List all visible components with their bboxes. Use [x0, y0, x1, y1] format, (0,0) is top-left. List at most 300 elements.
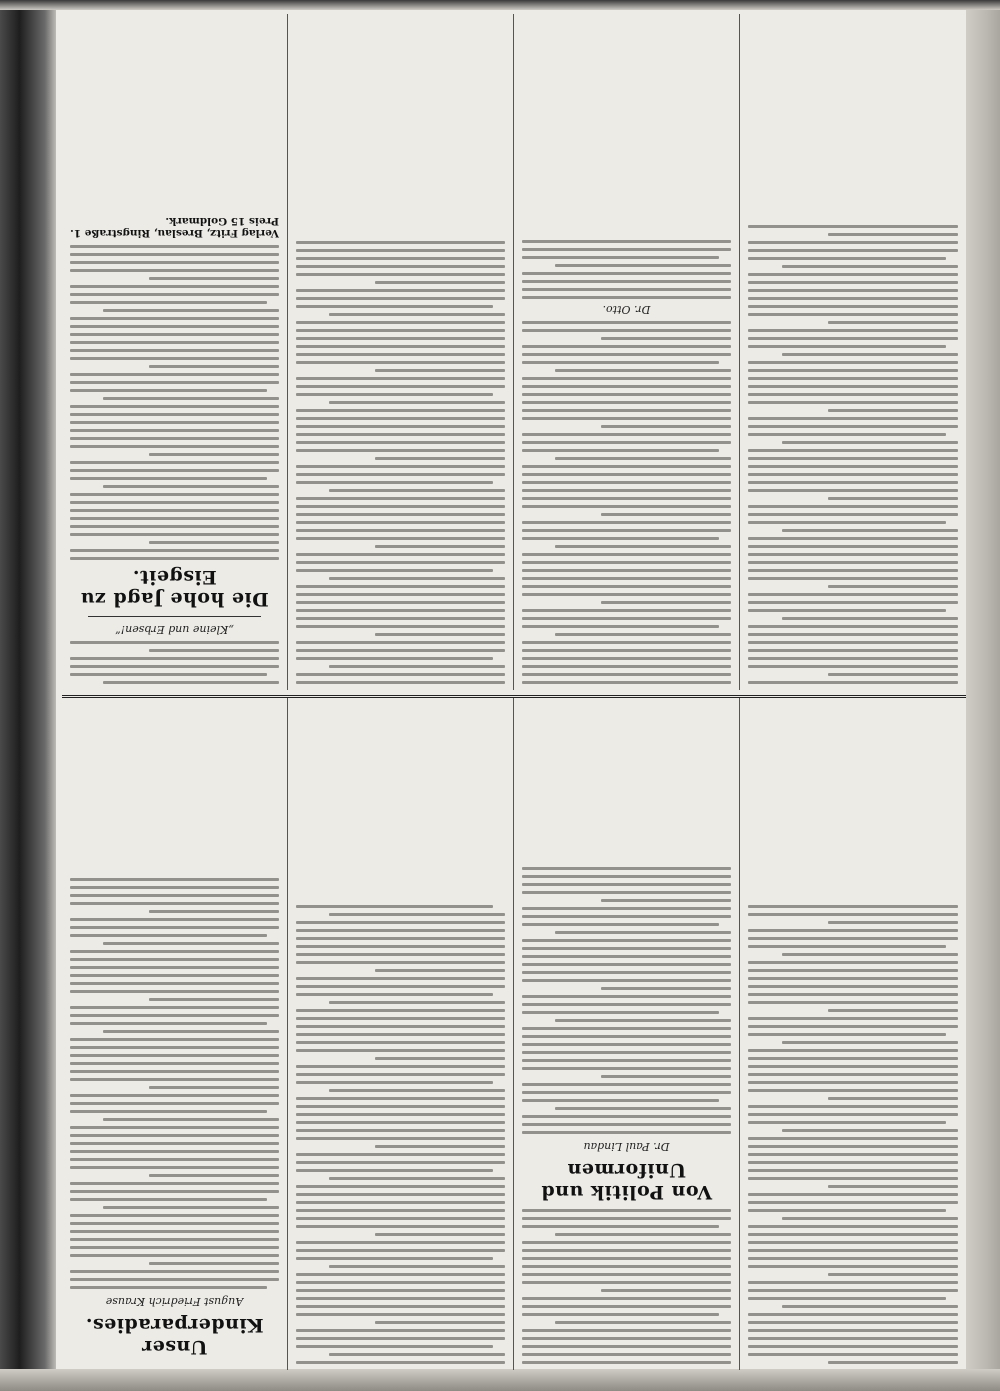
- text-line: [296, 241, 505, 244]
- text-line: [296, 1049, 505, 1052]
- text-line: [522, 1027, 731, 1030]
- text-line: [782, 1217, 958, 1220]
- text-line: [828, 1361, 958, 1364]
- text-line: [70, 461, 279, 464]
- text-line: [70, 1054, 279, 1057]
- text-line: [522, 883, 731, 886]
- text-line: [748, 369, 958, 372]
- text-line: [296, 497, 505, 500]
- text-line: [748, 1337, 958, 1340]
- text-line: [70, 333, 279, 336]
- text-line: [522, 625, 719, 628]
- text-line: [748, 1049, 958, 1052]
- text-line: [748, 1017, 958, 1020]
- text-line: [748, 985, 958, 988]
- text-line: [329, 1265, 505, 1268]
- text-line: [296, 1017, 505, 1020]
- text-line: [296, 425, 505, 428]
- text-line: [522, 1273, 731, 1276]
- text-line: [828, 233, 958, 236]
- text-line: [70, 549, 279, 552]
- text-line: [70, 1214, 279, 1217]
- text-line: [748, 1113, 958, 1116]
- column-7: [288, 14, 514, 690]
- text-line: [748, 401, 958, 404]
- text-line: [748, 337, 958, 340]
- text-line: [70, 1286, 267, 1289]
- text-line: [296, 929, 505, 932]
- text-line: [748, 505, 958, 508]
- text-line: [748, 1137, 958, 1140]
- text-line: [329, 1001, 505, 1004]
- text-line: [296, 345, 505, 348]
- text-line: [748, 1329, 958, 1332]
- text-line: [601, 513, 731, 516]
- text-line: [70, 958, 279, 961]
- text-line: [522, 529, 731, 532]
- text-line: [522, 1115, 731, 1118]
- text-line: [70, 1046, 279, 1049]
- text-line: [522, 979, 731, 982]
- text-line: [296, 513, 505, 516]
- text-line: [296, 409, 505, 412]
- text-line: [748, 1225, 958, 1228]
- text-line: [296, 529, 505, 532]
- text-line: [70, 349, 279, 352]
- article-heading: Unser Kinderparadies.: [85, 1314, 264, 1358]
- text-line: [748, 905, 958, 908]
- text-line: [70, 405, 279, 408]
- text-line: [375, 633, 505, 636]
- text-line: [522, 923, 719, 926]
- upper-half: [62, 695, 966, 1370]
- text-line: [748, 641, 958, 644]
- text-line: [828, 409, 958, 412]
- text-line: [70, 1278, 279, 1281]
- text-line: [329, 913, 505, 916]
- text-line: [748, 577, 958, 580]
- text-line: [828, 1009, 958, 1012]
- text-line: [296, 1129, 505, 1132]
- text-line: [70, 1158, 279, 1161]
- text-line: [748, 969, 958, 972]
- text-line: [748, 289, 958, 292]
- text-line: [601, 1289, 731, 1292]
- text-line: [555, 633, 731, 636]
- text-line: [70, 341, 279, 344]
- text-line: [522, 1257, 731, 1260]
- text-line: [70, 886, 279, 889]
- text-line: [601, 987, 731, 990]
- text-line: [296, 1281, 505, 1284]
- text-line: [296, 1193, 505, 1196]
- text-line: [296, 609, 505, 612]
- text-line: [601, 337, 731, 340]
- text-line: [296, 1033, 505, 1036]
- text-line: [149, 910, 279, 913]
- text-line: [296, 1201, 505, 1204]
- text-line: [522, 1225, 719, 1228]
- text-line: [748, 633, 958, 636]
- text-line: [601, 1075, 731, 1078]
- text-line: [70, 1270, 279, 1273]
- text-line: [748, 1241, 958, 1244]
- column-1: [740, 698, 966, 1370]
- text-line: [748, 1177, 958, 1180]
- page-edge-top: [0, 0, 1000, 10]
- page-edge-bottom: [0, 1369, 1000, 1391]
- column-5: [740, 14, 966, 690]
- text-line: [70, 261, 279, 264]
- text-line: [296, 993, 493, 996]
- text-line: [103, 1030, 279, 1033]
- column-4: [62, 698, 288, 1370]
- text-line: [748, 1321, 958, 1324]
- text-line: [70, 1102, 279, 1105]
- text-line: [70, 966, 279, 969]
- text-line: [149, 453, 279, 456]
- text-line: [522, 963, 731, 966]
- body-text: [70, 245, 279, 560]
- text-line: [748, 473, 958, 476]
- text-line: [70, 285, 279, 288]
- text-line: [70, 1182, 279, 1185]
- text-line: [522, 1297, 731, 1300]
- text-line: [70, 517, 279, 520]
- text-line: [522, 449, 719, 452]
- text-line: [70, 982, 279, 985]
- text-line: [748, 681, 958, 684]
- text-line: [522, 345, 731, 348]
- text-line: [522, 1353, 731, 1356]
- text-line: [748, 929, 958, 932]
- text-line: [522, 585, 731, 588]
- text-line: [329, 1089, 505, 1092]
- text-line: [296, 1137, 505, 1140]
- text-line: [522, 891, 731, 894]
- text-line: [748, 1001, 958, 1004]
- text-line: [748, 425, 958, 428]
- text-line: [748, 281, 958, 284]
- text-line: [522, 280, 731, 283]
- text-line: [70, 437, 279, 440]
- text-line: [296, 905, 493, 908]
- text-line: [782, 1041, 958, 1044]
- text-line: [522, 1059, 731, 1062]
- text-line: [522, 939, 731, 942]
- text-line: [70, 501, 279, 504]
- text-line: [555, 369, 731, 372]
- text-line: [296, 1009, 505, 1012]
- text-line: [149, 365, 279, 368]
- text-line: [70, 902, 279, 905]
- text-line: [296, 1337, 505, 1340]
- text-line: [522, 489, 731, 492]
- text-line: [296, 673, 505, 676]
- text-line: [522, 907, 731, 910]
- text-line: [748, 1073, 958, 1076]
- text-line: [70, 641, 279, 644]
- text-line: [329, 577, 505, 580]
- text-line: [555, 931, 731, 934]
- text-line: [296, 273, 505, 276]
- text-line: [782, 617, 958, 620]
- text-line: [522, 995, 731, 998]
- text-line: [748, 1353, 958, 1356]
- text-line: [70, 477, 267, 480]
- text-line: [748, 465, 958, 468]
- text-line: [296, 473, 505, 476]
- text-line: [296, 593, 505, 596]
- divider: [88, 616, 261, 617]
- text-line: [828, 497, 958, 500]
- text-line: [522, 1249, 731, 1252]
- text-line: [522, 401, 731, 404]
- text-line: [296, 1153, 505, 1156]
- text-line: [522, 1003, 731, 1006]
- text-line: [522, 272, 731, 275]
- text-line: [375, 1233, 505, 1236]
- text-line: [522, 641, 731, 644]
- text-line: [103, 485, 279, 488]
- text-line: [296, 417, 505, 420]
- text-line: [522, 971, 731, 974]
- text-line: [748, 1345, 958, 1348]
- text-line: [296, 505, 505, 508]
- text-line: [70, 1110, 267, 1113]
- text-line: [748, 1033, 946, 1036]
- text-line: [748, 657, 958, 660]
- text-line: [522, 521, 731, 524]
- text-line: [70, 974, 279, 977]
- text-line: [375, 281, 505, 284]
- text-line: [103, 1118, 279, 1121]
- text-line: [522, 473, 731, 476]
- text-line: [296, 361, 505, 364]
- text-line: [149, 1086, 279, 1089]
- text-line: [748, 961, 958, 964]
- text-line: [296, 945, 505, 948]
- text-line: [782, 1129, 958, 1132]
- signature: Dr. Otto.: [602, 303, 651, 316]
- text-line: [70, 357, 279, 360]
- text-line: [296, 1257, 493, 1260]
- text-line: [748, 433, 946, 436]
- text-line: [70, 421, 279, 424]
- text-line: [522, 481, 731, 484]
- text-line: [748, 241, 958, 244]
- text-line: [103, 1206, 279, 1209]
- text-line: [296, 441, 505, 444]
- text-line: [329, 489, 505, 492]
- text-line: [522, 417, 731, 420]
- text-line: [296, 921, 505, 924]
- text-line: [296, 1105, 505, 1108]
- text-line: [296, 1097, 505, 1100]
- text-line: [70, 1254, 279, 1257]
- text-line: [296, 657, 493, 660]
- text-line: [522, 1011, 719, 1014]
- text-line: [601, 601, 731, 604]
- text-line: [70, 1238, 279, 1241]
- text-line: [555, 264, 731, 267]
- text-line: [522, 1131, 731, 1134]
- text-line: [149, 998, 279, 1001]
- text-line: [296, 377, 505, 380]
- text-line: [329, 1177, 505, 1180]
- text-line: [296, 385, 505, 388]
- text-line: [748, 1169, 958, 1172]
- text-line: [522, 537, 719, 540]
- text-line: [522, 1091, 731, 1094]
- text-line: [782, 353, 958, 356]
- text-line: [522, 353, 731, 356]
- text-line: [103, 397, 279, 400]
- text-line: [748, 1057, 958, 1060]
- text-line: [748, 313, 958, 316]
- text-line: [296, 1185, 505, 1188]
- text-line: [329, 401, 505, 404]
- text-line: [70, 1038, 279, 1041]
- text-line: [296, 1305, 505, 1308]
- text-line: [296, 681, 505, 684]
- text-line: [70, 493, 279, 496]
- text-line: [828, 1273, 958, 1276]
- text-line: [296, 481, 493, 484]
- text-line: [70, 1006, 279, 1009]
- text-line: [522, 497, 731, 500]
- text-line: [296, 433, 505, 436]
- text-line: [522, 1345, 731, 1348]
- text-line: [296, 625, 505, 628]
- text-line: [522, 393, 731, 396]
- text-line: [296, 1121, 505, 1124]
- text-line: [70, 673, 267, 676]
- text-line: [522, 649, 731, 652]
- text-line: [296, 1273, 505, 1276]
- body-text: [522, 1209, 731, 1364]
- text-line: [748, 345, 946, 348]
- text-line: [522, 1217, 731, 1220]
- text-line: [296, 1345, 493, 1348]
- binding-shadow: [0, 0, 56, 1391]
- text-line: [748, 945, 946, 948]
- text-line: [70, 950, 279, 953]
- text-line: [296, 977, 505, 980]
- text-line: [296, 985, 505, 988]
- newspaper-sheet: [62, 14, 966, 1370]
- text-line: [70, 253, 279, 256]
- text-line: [522, 288, 731, 291]
- text-line: [70, 1094, 279, 1097]
- text-line: [748, 521, 946, 524]
- text-line: [296, 561, 505, 564]
- text-line: [296, 1313, 505, 1316]
- text-line: [70, 1134, 279, 1137]
- text-line: [70, 293, 279, 296]
- text-line: [70, 1126, 279, 1129]
- text-line: [748, 649, 958, 652]
- text-line: [601, 899, 731, 902]
- text-line: [70, 381, 279, 384]
- body-text: [522, 321, 731, 684]
- text-line: [329, 665, 505, 668]
- body-text: [748, 905, 958, 1364]
- text-line: [70, 665, 279, 668]
- text-line: [522, 377, 731, 380]
- text-line: [748, 625, 958, 628]
- text-line: [522, 955, 731, 958]
- text-line: [748, 609, 946, 612]
- text-line: [70, 1222, 279, 1225]
- text-line: [296, 449, 505, 452]
- text-line: [522, 329, 731, 332]
- text-line: [522, 617, 731, 620]
- text-line: [522, 1209, 731, 1212]
- text-line: [748, 665, 958, 668]
- text-line: [748, 1297, 946, 1300]
- text-line: [296, 601, 505, 604]
- text-line: [296, 641, 505, 644]
- text-line: [103, 309, 279, 312]
- text-line: [296, 1329, 505, 1332]
- text-line: [70, 1062, 279, 1065]
- body-text: [70, 878, 279, 1289]
- text-line: [296, 585, 505, 588]
- text-line: [375, 969, 505, 972]
- text-line: [522, 947, 731, 950]
- text-line: [296, 265, 505, 268]
- text-line: [748, 977, 958, 980]
- article-byline: August Friedrich Krause: [105, 1295, 244, 1308]
- text-line: [70, 1198, 267, 1201]
- text-line: [748, 593, 958, 596]
- text-line: [748, 1081, 958, 1084]
- text-line: [70, 934, 267, 937]
- text-line: [522, 569, 731, 572]
- lower-half: [62, 14, 966, 690]
- text-line: [296, 1289, 505, 1292]
- text-line: [70, 389, 267, 392]
- text-line: [296, 353, 505, 356]
- text-line: [748, 417, 958, 420]
- publisher-footer: Verlag Fritz, Breslau, Ringstraße 1. Preis 15 Goldmark.: [70, 215, 279, 239]
- text-line: [70, 990, 279, 993]
- text-line: [296, 249, 505, 252]
- body-text: [748, 225, 958, 684]
- text-line: [555, 457, 731, 460]
- text-line: [70, 1022, 267, 1025]
- text-line: [70, 1142, 279, 1145]
- text-line: [748, 1265, 958, 1268]
- text-line: [296, 1361, 505, 1364]
- text-line: [828, 673, 958, 676]
- text-line: [522, 657, 731, 660]
- text-line: [296, 465, 505, 468]
- text-line: [296, 337, 505, 340]
- text-line: [70, 1166, 279, 1169]
- text-line: [601, 425, 731, 428]
- text-line: [375, 369, 505, 372]
- text-line: [296, 321, 505, 324]
- text-line: [149, 1174, 279, 1177]
- text-line: [828, 1185, 958, 1188]
- text-line: [296, 289, 505, 292]
- text-line: [149, 649, 279, 652]
- text-line: [329, 1353, 505, 1356]
- text-line: [522, 505, 731, 508]
- text-line: [70, 325, 279, 328]
